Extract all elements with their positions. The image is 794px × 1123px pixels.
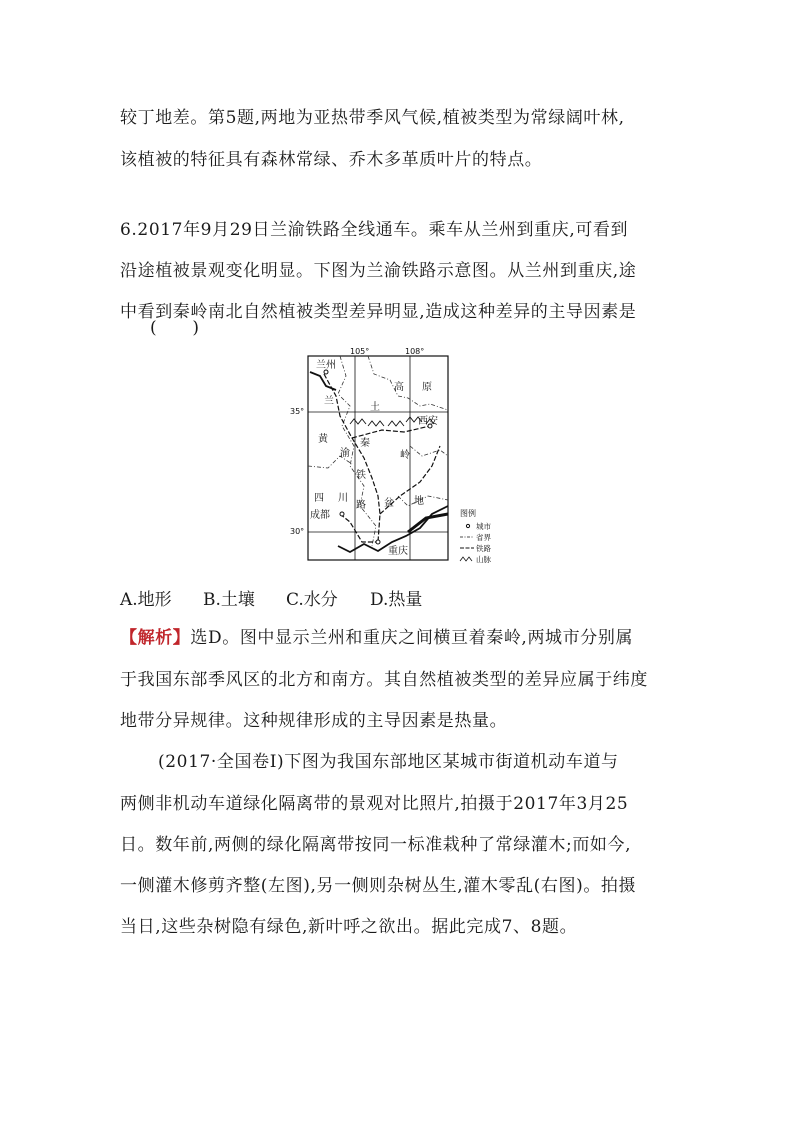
label-lanzhou: 兰州 <box>316 360 336 371</box>
option-b: B.土壤 <box>203 590 255 610</box>
analysis-text: 选D。图中显示兰州和重庆之间横亘着秦岭,两城市分别属 <box>190 628 634 648</box>
label-xian: 西安 <box>418 416 438 427</box>
answer-blank: ( ) <box>150 318 200 338</box>
question-6-line: 6.2017年9月29日兰渝铁路全线通车。乘车从兰州到重庆,可看到 <box>120 220 629 240</box>
legend-mountain-symbol <box>460 557 472 561</box>
label-yu: 渝 <box>340 448 350 459</box>
intro-line: 日。数年前,两侧的绿化隔离带按同一标准栽种了常绿灌木;而如今, <box>120 835 632 855</box>
label-chuan: 川 <box>338 493 348 504</box>
intro-line: 当日,这些杂树隐有绿色,新叶呼之欲出。据此完成7、8题。 <box>120 917 578 937</box>
label-lan: 兰 <box>324 396 334 407</box>
analysis-line-1 <box>120 628 633 648</box>
analysis-tag: 【解析】 <box>120 628 191 648</box>
label-huang: 黄 <box>318 434 328 445</box>
city-chongqing-marker <box>376 540 380 544</box>
intro-line: 一侧灌木修剪齐整(左图),另一侧则杂树丛生,灌木零乱(右图)。拍摄 <box>120 876 637 896</box>
text-line: 该植被的特征具有森林常绿、乔木多革质叶片的特点。 <box>120 150 543 170</box>
label-lu: 路 <box>356 500 366 511</box>
label-yuan: 原 <box>422 382 432 393</box>
label-di: 地 <box>414 496 424 507</box>
option-d: D.热量 <box>370 590 423 610</box>
label-tu: 土 <box>370 402 380 413</box>
legend-city-marker <box>466 524 469 527</box>
label-gao: 高 <box>394 382 404 393</box>
label-chengdu: 成都 <box>310 510 330 521</box>
intro-line: 两侧非机动车道绿化隔离带的景观对比照片,拍摄于2017年3月25 <box>120 794 629 814</box>
label-pen: 盆 <box>384 498 394 509</box>
legend-title: 图例 <box>460 509 476 518</box>
label-si: 四 <box>314 493 324 504</box>
label-qin: 秦 <box>360 438 370 449</box>
question-6-line: 沿途植被景观变化明显。下图为兰渝铁路示意图。从兰州到重庆,途 <box>120 261 637 281</box>
label-ling: 岭 <box>400 450 410 461</box>
legend-border: 省界 <box>476 533 491 542</box>
legend-railway: 铁路 <box>476 544 491 553</box>
analysis-line: 地带分异规律。这种规律形成的主导因素是热量。 <box>120 711 508 731</box>
option-a: A.地形 <box>120 590 172 610</box>
option-c: C.水分 <box>286 590 338 610</box>
yangtze-thick <box>408 514 448 532</box>
analysis-line: 于我国东部季风区的北方和南方。其自然植被类型的差异应属于纬度 <box>120 670 648 690</box>
legend-mountain: 山脉 <box>476 555 491 564</box>
city-chengdu-marker <box>340 512 344 516</box>
lon-108-label: 108° <box>405 347 425 356</box>
label-chongqing: 重庆 <box>388 546 408 557</box>
lanyu-railway-map <box>280 346 540 564</box>
map-legend <box>460 508 491 564</box>
legend-city: 城市 <box>476 522 491 531</box>
question-6-line: 中看到秦岭南北自然植被类型差异明显,造成这种差异的主导因素是 <box>120 302 637 322</box>
text-line: 较丁地差。第5题,两地为亚热带季风气候,植被类型为常绿阔叶林, <box>120 108 625 128</box>
lon-105-label: 105° <box>350 347 370 356</box>
label-tie: 铁 <box>356 470 366 481</box>
intro-line: (2017·全国卷Ⅰ)下图为我国东部地区某城市街道机动车道与 <box>158 752 619 772</box>
lat-35-label: 35° <box>290 407 305 416</box>
lat-30-label: 30° <box>290 527 305 536</box>
